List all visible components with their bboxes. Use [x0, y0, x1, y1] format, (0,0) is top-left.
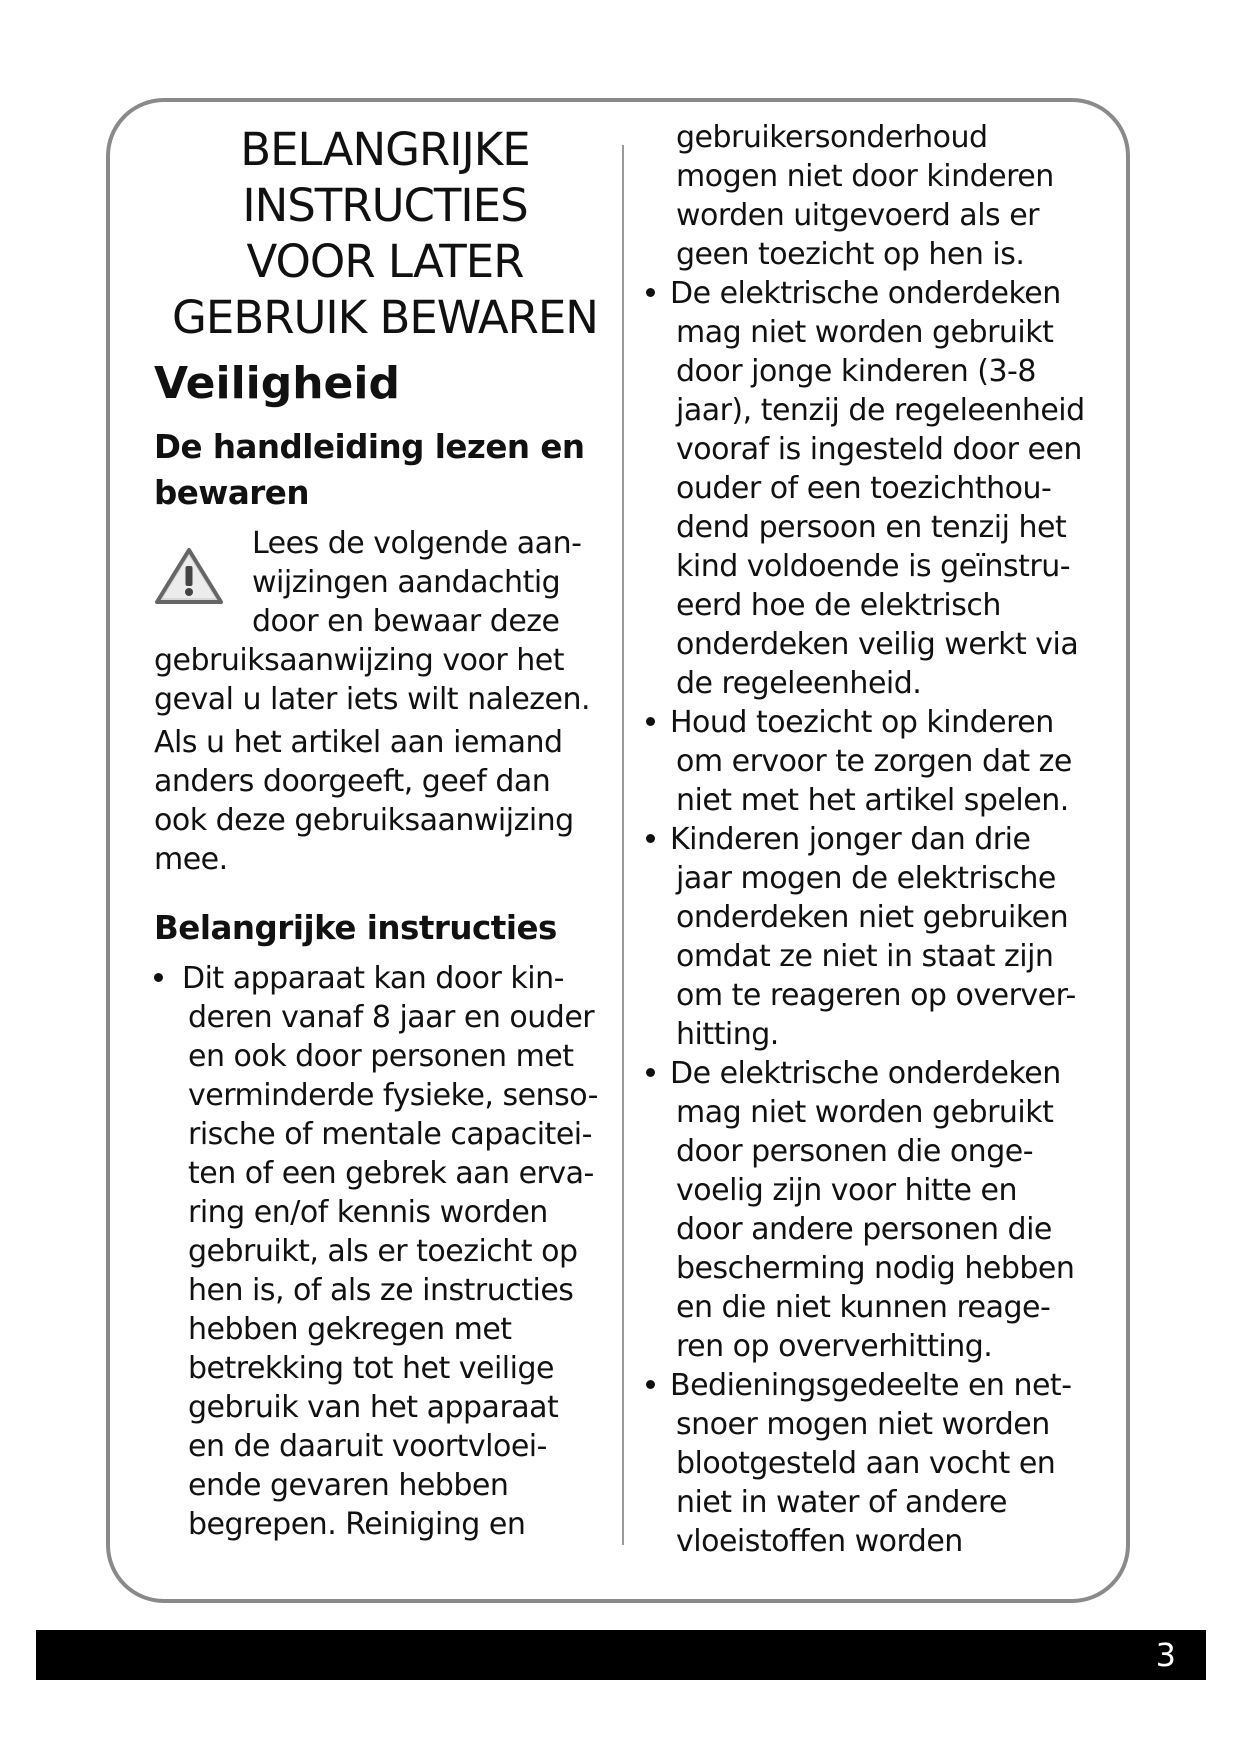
bullet-icon	[646, 717, 655, 726]
title-line: INSTRUCTIES	[242, 179, 528, 232]
bullet-line: deren vanaf 8 jaar en ouder	[188, 1000, 595, 1035]
page-number: 3	[1155, 1636, 1176, 1674]
bullet-line: de regeleenheid.	[676, 666, 922, 701]
bullet-line: door personen die onge-	[676, 1134, 1034, 1169]
bullet-line: ende gevaren hebben	[188, 1468, 509, 1503]
pass-on-paragraph	[154, 723, 616, 879]
bullet-line: De elektrische onderdeken	[670, 276, 1061, 311]
bullet-line: onderdeken veilig werkt via	[676, 627, 1079, 662]
read-heading-line: De handleiding lezen en	[154, 428, 585, 466]
bullet-line: De elektrische onderdeken	[670, 1056, 1061, 1091]
bullet-line: vooraf is ingesteld door een	[676, 432, 1082, 467]
bullet-line: Houd toezicht op kinderen	[670, 705, 1054, 740]
bullet-line: begrepen. Reiniging en	[188, 1507, 526, 1542]
title-line: BELANGRIJKE	[240, 123, 530, 176]
bullet-line: eerd hoe de elektrisch	[676, 588, 1001, 623]
bullet-line: hen is, of als ze instructies	[188, 1273, 574, 1308]
bullet-line: ouder of een toezichthou-	[676, 471, 1052, 506]
bullet-line: Kinderen jonger dan drie	[670, 822, 1031, 857]
warning-triangle-icon	[154, 546, 224, 606]
warning-line: door en bewaar deze	[252, 604, 560, 639]
bullet-line: Dit apparaat kan door kin-	[182, 961, 564, 996]
bullet-line: en de daaruit voortvloei-	[188, 1429, 547, 1464]
list-item	[646, 820, 1096, 1054]
paragraph-line: mogen niet door kinderen	[676, 159, 1054, 194]
bullet-line: voelig zijn voor hitte en	[676, 1173, 1017, 1208]
read-heading	[154, 424, 616, 516]
bullet-line: en die niet kunnen reage-	[676, 1290, 1051, 1325]
bullet-line: door jonge kinderen (3-8	[676, 354, 1036, 389]
bullet-line: Bedieningsgedeelte en net-	[670, 1368, 1072, 1403]
bullet-line: om ervoor te zorgen dat ze	[676, 744, 1072, 779]
warning-line: geval u later iets wilt nalezen.	[154, 682, 591, 717]
paragraph-line: anders doorgeeft, geef dan	[154, 764, 551, 799]
bullet-line: ren op oververhitting.	[676, 1329, 993, 1364]
section-heading: Veiligheid	[154, 358, 400, 409]
warning-text-full	[154, 641, 616, 719]
right-column	[646, 118, 1096, 1561]
bullet-line: blootgesteld aan vocht en	[676, 1446, 1056, 1481]
warning-block	[154, 524, 616, 719]
list-item	[646, 703, 1096, 820]
bullet-line: mag niet worden gebruikt	[676, 1095, 1054, 1130]
title-line: VOOR LATER	[246, 235, 524, 288]
bullet-line: omdat ze niet in staat zijn	[676, 939, 1054, 974]
paragraph-line: geen toezicht op hen is.	[676, 237, 1025, 272]
paragraph-line: mee.	[154, 842, 228, 877]
read-heading-line: bewaren	[154, 474, 309, 512]
paragraph-line: Als u het artikel aan iemand	[154, 725, 563, 760]
bullet-line: door andere personen die	[676, 1212, 1052, 1247]
list-item	[646, 1366, 1096, 1561]
bullet-line: kind voldoende is geïnstru-	[676, 549, 1071, 584]
title-line: GEBRUIK BEWAREN	[172, 291, 598, 344]
paragraph-line: ook deze gebruiksaanwijzing	[154, 803, 574, 838]
bullet-icon	[646, 1068, 655, 1077]
bullet-line: betrekking tot het veilige	[188, 1351, 554, 1386]
list-item	[154, 959, 616, 1544]
left-column	[154, 118, 616, 1544]
continued-paragraph	[646, 118, 1096, 274]
bullet-line: niet in water of andere	[676, 1485, 1007, 1520]
bullet-line: snoer mogen niet worden	[676, 1407, 1050, 1442]
bullet-line: onderdeken niet gebruiken	[676, 900, 1069, 935]
paragraph-line: gebruikersonderhoud	[676, 120, 988, 155]
bullet-icon	[646, 1380, 655, 1389]
bullet-icon	[646, 288, 655, 297]
list-item	[646, 1054, 1096, 1366]
bullet-line: jaar), tenzij de regeleenheid	[676, 393, 1085, 428]
bullet-line: om te reageren op overver-	[676, 978, 1076, 1013]
instructions-heading: Belangrijke instructies	[154, 909, 557, 947]
warning-line: gebruiksaanwijzing voor het	[154, 643, 564, 678]
bullet-line: verminderde fysieke, senso-	[188, 1078, 598, 1113]
bullet-line: dend persoon en tenzij het	[676, 510, 1067, 545]
bullet-line: mag niet worden gebruikt	[676, 315, 1054, 350]
bullet-line: jaar mogen de elektrische	[676, 861, 1056, 896]
bullet-line: vloeistoffen worden	[676, 1524, 963, 1559]
bullet-icon	[154, 973, 163, 982]
bullet-line: ring en/of kennis worden	[188, 1195, 548, 1230]
warning-line: Lees de volgende aan-	[252, 526, 582, 561]
column-divider	[622, 145, 624, 1545]
page-title	[154, 122, 616, 346]
bullet-line: hebben gekregen met	[188, 1312, 512, 1347]
bullet-line: gebruik van het apparaat	[188, 1390, 559, 1425]
bullet-line: niet met het artikel spelen.	[676, 783, 1069, 818]
warning-line: wijzingen aandachtig	[252, 565, 561, 600]
bullet-icon	[646, 834, 655, 843]
paragraph-line: worden uitgevoerd als er	[676, 198, 1039, 233]
bullet-line: bescherming nodig hebben	[676, 1251, 1075, 1286]
footer-bar	[36, 1630, 1206, 1680]
bullet-line: ten of een gebrek aan erva-	[188, 1156, 594, 1191]
bullet-line: hitting.	[676, 1017, 779, 1052]
list-item	[646, 274, 1096, 703]
bullet-line: en ook door personen met	[188, 1039, 574, 1074]
bullet-line: gebruikt, als er toezicht op	[188, 1234, 578, 1269]
bullet-line: rische of mentale capacitei-	[188, 1117, 592, 1152]
